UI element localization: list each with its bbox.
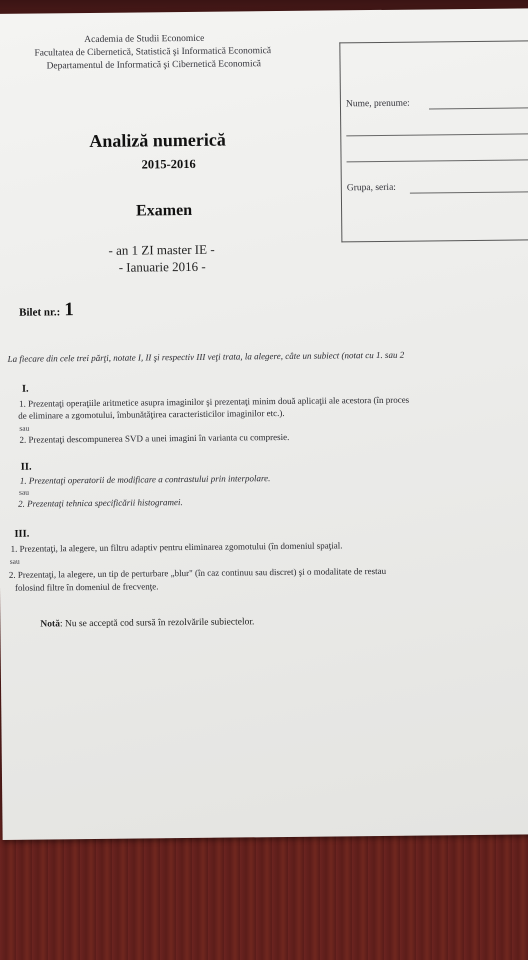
student-info-box	[339, 40, 528, 242]
section-2-heading: II.	[20, 461, 32, 473]
name-fill-line-3[interactable]	[347, 159, 528, 162]
exam-title: Examen	[135, 201, 193, 220]
section-3-item-1: 1. Prezentaţi, la alegere, un filtru adaptiv pentru eliminarea zgomotului (în domeniul spaţial.	[10, 540, 343, 554]
section-1-item-1-cont: de eliminare a zgomotului, îmbunătăţirea caracteristicilor imaginilor etc.).	[18, 407, 285, 421]
group-fill-line[interactable]	[410, 191, 528, 193]
section-1-heading: I.	[21, 383, 29, 395]
ticket-label: Bilet nr.:	[19, 306, 61, 319]
exam-sheet	[0, 8, 528, 840]
name-fill-line-2[interactable]	[346, 133, 528, 136]
section-2-item-1: 1. Prezentaţi operatorii de modificare a contrastului prin interpolare.	[19, 473, 271, 486]
section-1-item-2: 2. Prezentaţi descompunerea SVD a unei imagini în varianta cu compresie.	[19, 431, 290, 445]
note-label: Notă	[40, 619, 60, 630]
session-line: - Ianuarie 2016 -	[118, 258, 206, 275]
header-department: Departamentul de Informatică şi Cibernetică Economică	[46, 59, 262, 72]
name-label: Nume, prenume:	[345, 98, 410, 110]
section-2-or: sau	[18, 487, 30, 497]
section-1-or: sau	[19, 423, 30, 433]
instructions: La fiecare din cele trei părţi, notate I, II şi respectiv III veţi trata, la alegere, câte un subiect (notat cu 1. sau 2	[7, 349, 405, 364]
section-3-item-2-cont: folosind filtre în domeniul de frecvenţe.	[14, 581, 159, 593]
section-3-or: sau	[9, 556, 20, 566]
program-line: - an 1 ZI master IE -	[108, 241, 215, 258]
header-faculty: Facultatea de Cibernetică, Statistică şi Informatică Economică	[34, 46, 272, 59]
header-academy: Academia de Studii Economice	[84, 33, 205, 46]
name-fill-line[interactable]	[429, 107, 528, 109]
section-3-heading: III.	[14, 528, 30, 540]
ticket-number	[19, 299, 74, 322]
note	[40, 617, 254, 629]
section-1-item-1: 1. Prezentaţi operaţiile aritmetice asupra imaginilor şi prezentaţi minim două aplicaţii ale acestora (în proces	[19, 394, 410, 409]
background-fabric	[0, 820, 528, 960]
course-title: Analiză numerică	[89, 129, 226, 152]
ticket-digit: 1	[64, 299, 74, 321]
section-2-item-2: 2. Prezentaţi tehnica specificării histogramei.	[18, 497, 183, 509]
academic-year: 2015-2016	[141, 156, 196, 172]
section-3-item-2: 2. Prezentaţi, la alegere, un tip de perturbare „blur" (în caz continuu sau discret) şi o modalitate de restau	[8, 565, 387, 580]
note-text: : Nu se acceptă cod sursă în rezolvările subiectelor.	[59, 617, 255, 630]
group-label: Grupa, seria:	[346, 182, 396, 194]
